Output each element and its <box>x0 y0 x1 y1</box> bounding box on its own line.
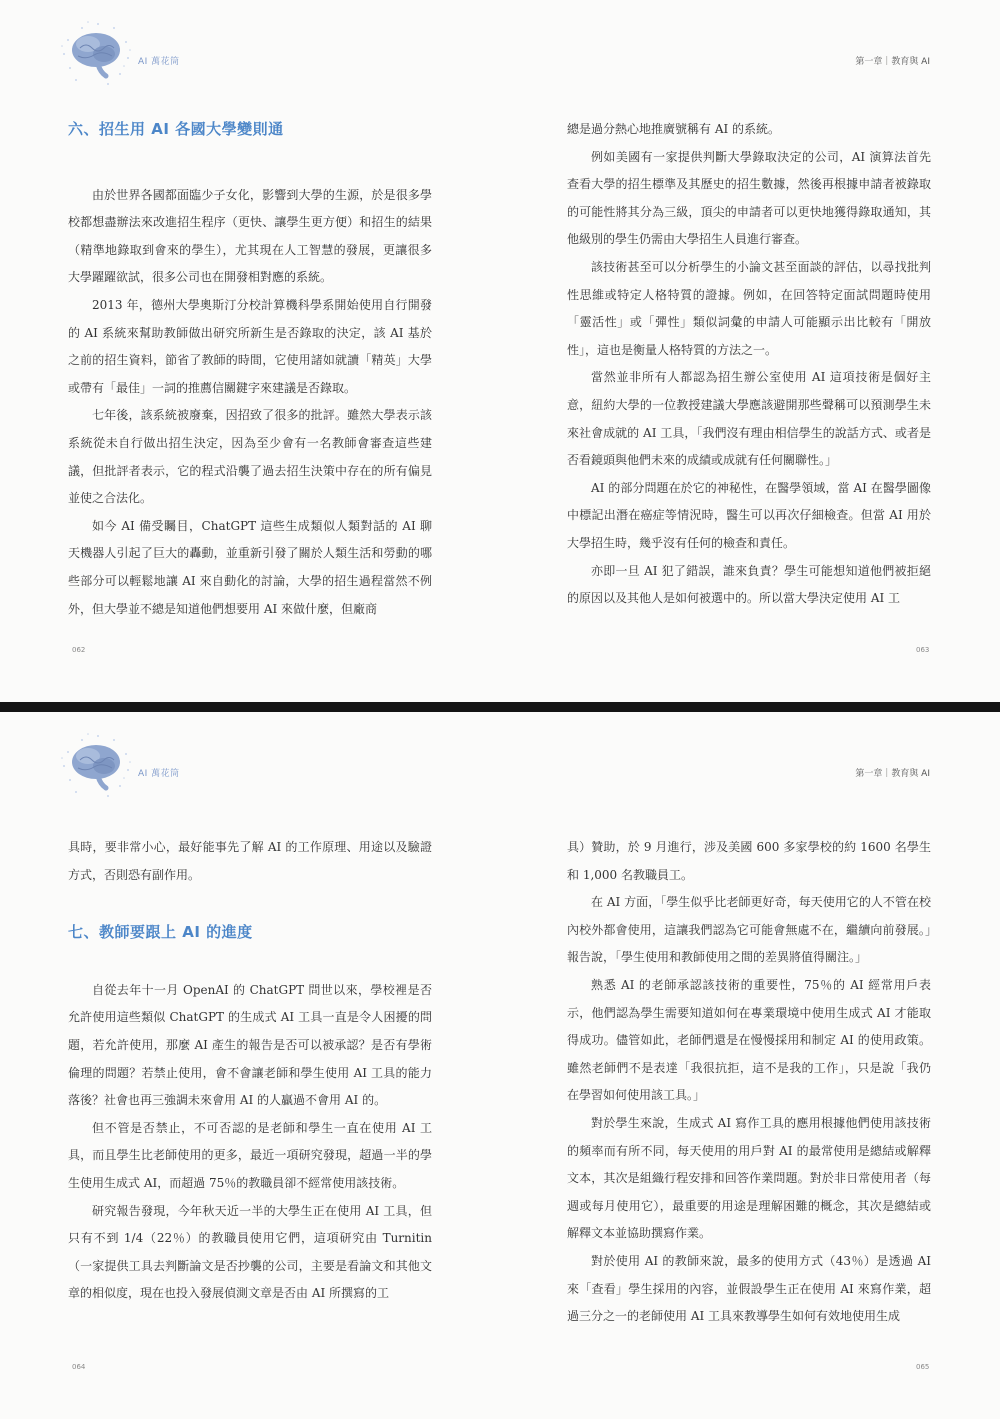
paragraph: 由於世界各國都面臨少子女化，影響到大學的生源，於是很多學校都想盡辦法來改進招生程序（更快、讓學生更方便）和招生的結果（精準地錄取到會來的學生），尤其現在人工智慧的發展，更讓很多大學躍躍欲試，很多公司也在開發相對應的系統。 <box>68 187 432 285</box>
section-heading: 七、教師要跟上 AI 的進度 <box>68 923 253 942</box>
paragraph: 自從去年十一月 OpenAI 的 ChatGPT 問世以來，學校裡是否允許使用這些類似 ChatGPT 的生成式 AI 工具一直是令人困擾的問題，若允許使用，那麼 AI 產生的報告是否可以被承認？是否有學術倫理的問題？若禁止使用，會不會讓老師和學生使用 AI 工具的能力落後？社會也再三強調未來會用 AI 的人贏過不會用 AI 的。 <box>68 982 432 1108</box>
page-number: 062 <box>72 646 86 654</box>
spread-divider <box>0 702 1000 712</box>
book-title: AI 萬花筒 <box>138 57 180 67</box>
paragraph: 當然並非所有人都認為招生辦公室使用 AI 這項技術是個好主意，紐約大學的一位教授建議大學應該避開那些聲稱可以預測學生未來社會成就的 AI 工具，「我們沒有理由相信學生的說話方式、或者是否看鏡頭與他們未來的成績或成就有任何關聯性。」 <box>567 370 931 468</box>
book-title: AI 萬花筒 <box>138 769 180 779</box>
page-064-column <box>68 834 432 1308</box>
section-heading: 六、招生用 AI 各國大學變則通 <box>68 120 284 138</box>
brain-icon <box>58 20 134 88</box>
paragraph: 對於學生來說，生成式 AI 寫作工具的應用根據他們使用該技術的頻率而有所不同，每天使用的用戶對 AI 的最常使用是總結或解釋文本，其次是組織行程安排和回答作業問題。對於非日常使用者（每週或每月使用它），最重要的用途是理解困難的概念，其次是總結或解釋文本並協助撰寫作業。 <box>567 1115 931 1241</box>
chapter-header: 第一章｜教育與 AI <box>855 57 930 67</box>
paragraph: 亦即一旦 AI 犯了錯誤，誰來負責？學生可能想知道他們被拒絕的原因以及其他人是如何被選中的。所以當大學決定使用 AI 工 <box>567 563 931 606</box>
paragraph: 該技術甚至可以分析學生的小論文甚至面談的評估，以尋找批判性思維或特定人格特質的證據。例如，在回答特定面試問題時使用「靈活性」或「彈性」類似詞彙的申請人可能顯示出比較有「開放性」，這也是衡量人格特質的方法之一。 <box>567 259 931 357</box>
paragraph: 例如美國有一家提供判斷大學錄取決定的公司，AI 演算法首先查看大學的招生標準及其歷史的招生數據，然後再根據申請者被錄取的可能性將其分為三級，頂尖的申請者可以更快地獲得錄取通知，其他級別的學生仍需由大學招生人員進行審查。 <box>567 149 931 247</box>
spread-pages-062-063 <box>0 0 1000 702</box>
page-number: 064 <box>72 1363 86 1371</box>
page-number: 065 <box>916 1363 930 1371</box>
paragraph: 具時，要非常小心，最好能事先了解 AI 的工作原理、用途以及驗證方式，否則恐有副作用。 <box>68 840 432 882</box>
paragraph: 研究報告發現，今年秋天近一半的大學生正在使用 AI 工具，但只有不到 1/4（22％）的教職員使用它們，這項研究由 Turnitin（一家提供工具去判斷論文是否抄襲的公司，主要是看論文和其他文章的相似度，現在也投入發展偵測文章是否由 AI 所撰寫的工 <box>68 1203 432 1301</box>
brain-icon <box>58 732 134 800</box>
page-062-column <box>68 116 432 623</box>
page-065-column <box>567 834 931 1331</box>
paragraph: 2013 年，德州大學奧斯汀分校計算機科學系開始使用自行開發的 AI 系統來幫助教師做出研究所新生是否錄取的決定，該 AI 基於之前的招生資料，節省了教師的時間，它使用諸如就讀「精英」大學或帶有「最佳」一詞的推薦信關鍵字來建議是否錄取。 <box>68 297 432 395</box>
paragraph: 熟悉 AI 的老師承認該技術的重要性，75％的 AI 經常用戶表示，他們認為學生需要知道如何在專業環境中使用生成式 AI 才能取得成功。儘管如此，老師們還是在慢慢採用和制定 AI 的使用政策。雖然老師們不是表達「我很抗拒，這不是我的工作」，只是說「我仍在學習如何使用該工具。」 <box>567 977 931 1103</box>
chapter-header: 第一章｜教育與 AI <box>855 769 930 779</box>
paragraph: AI 的部分問題在於它的神秘性，在醫學領域，當 AI 在醫學圖像中標記出潛在癌症等情況時，醫生可以再次仔細檢查。但當 AI 用於大學招生時，幾乎沒有任何的檢查和責任。 <box>567 480 931 550</box>
paragraph: 如今 AI 備受矚目，ChatGPT 這些生成類似人類對話的 AI 聊天機器人引起了巨大的轟動，並重新引發了關於人類生活和勞動的哪些部分可以輕鬆地讓 AI 來自動化的討論，大學的招生過程當然不例外，但大學並不總是知道他們想要用 AI 來做什麼，但廠商 <box>68 518 432 616</box>
paragraph: 對於使用 AI 的教師來說，最多的使用方式（43％）是透過 AI 來「查看」學生採用的內容，並假設學生正在使用 AI 來寫作業，超過三分之一的老師使用 AI 工具來教導學生如何有效地使用生成 <box>567 1253 931 1324</box>
page-number: 063 <box>916 646 930 654</box>
paragraph: 但不管是否禁止，不可否認的是老師和學生一直在使用 AI 工具，而且學生比老師使用的更多，最近一項研究發現，超過一半的學生使用生成式 AI，而超過 75％的教職員卻不經常使用該技術。 <box>68 1120 432 1190</box>
page-063-column <box>567 116 931 613</box>
paragraph: 具）贊助，於 9 月進行，涉及美國 600 多家學校的約 1600 名學生和 1,000 名教職員工。 <box>567 840 931 882</box>
paragraph: 在 AI 方面，「學生似乎比老師更好奇，每天使用它的人不管在校內校外都會使用，這讓我們認為它可能會無處不在，繼續向前發展。」報告說，「學生使用和教師使用之間的差異將值得關注。」 <box>567 895 931 965</box>
paragraph: 七年後，該系統被廢棄，因招致了很多的批評。雖然大學表示該系統從未自行做出招生決定，因為至少會有一名教師會審查這些建議，但批評者表示，它的程式沿襲了過去招生決策中存在的所有偏見並使之合法化。 <box>68 408 432 506</box>
spread-pages-064-065 <box>0 712 1000 1419</box>
paragraph: 總是過分熱心地推廣號稱有 AI 的系統。 <box>567 122 781 136</box>
